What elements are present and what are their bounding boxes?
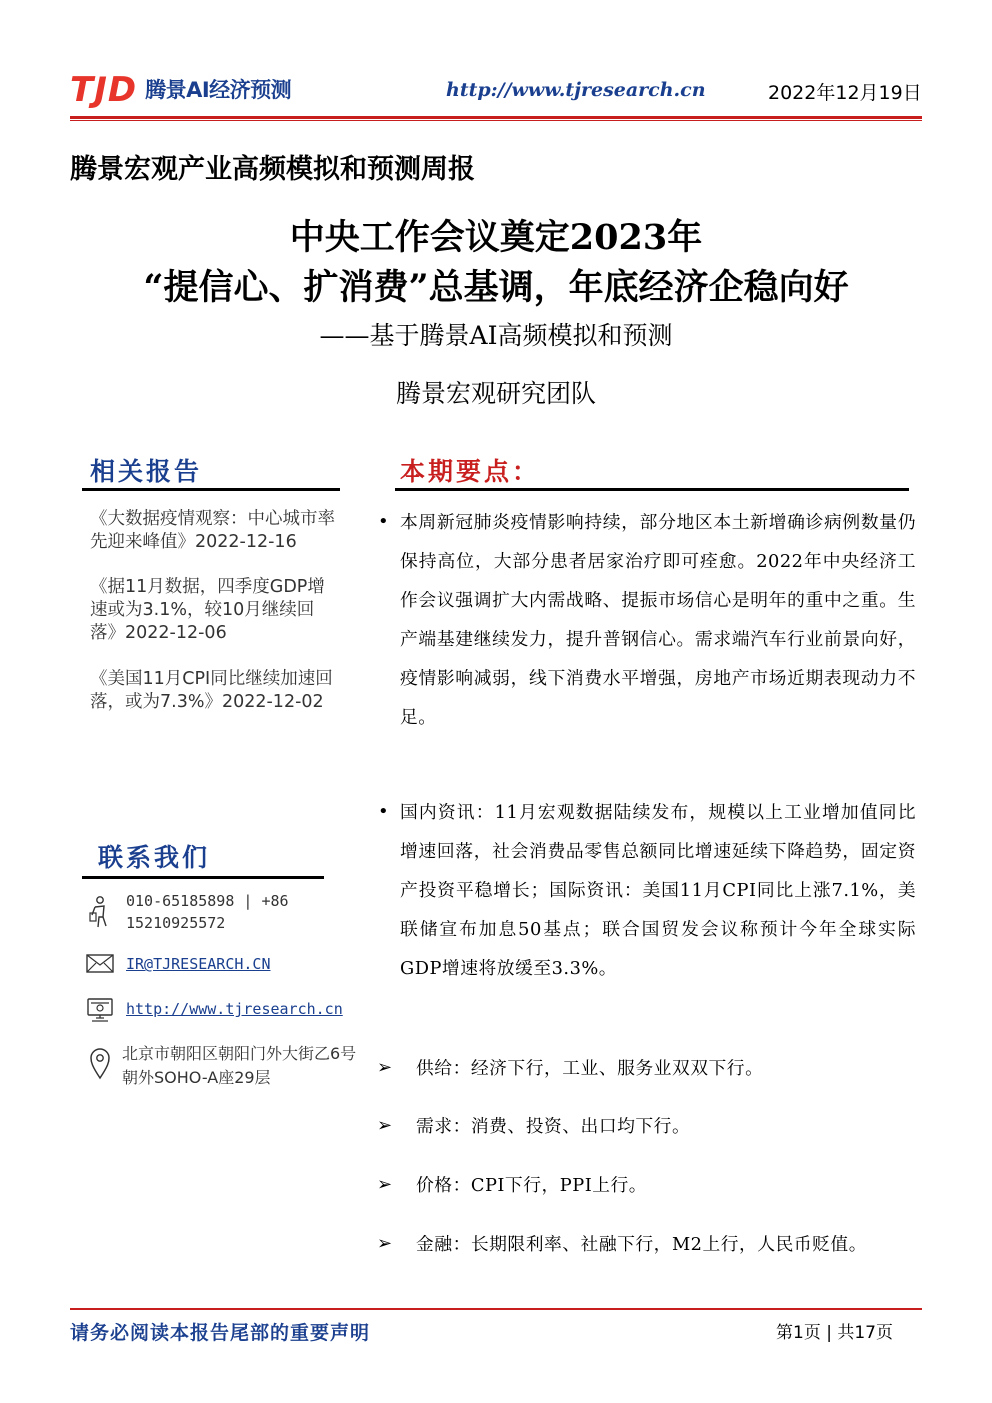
report-date: 2022年12月19日 — [768, 82, 922, 104]
footer-divider — [70, 1308, 922, 1310]
key-points-divider — [395, 488, 909, 491]
series-title: 腾景宏观产业高频模拟和预测周报 — [70, 154, 475, 185]
key-point-paragraph: 本周新冠肺炎疫情影响持续，部分地区本土新增确诊病例数量仍保持高位，大部分患者居家治疗即可痊愈。2022年中央经济工作会议强调扩大内需战略、提振市场信心是明年的重中之重。生产端基建继续发力，提升普钢信心。需求端汽车行业前景向好，疫情影响减弱，线下消费水平增强，房地产市场近期表现动力不足。 — [400, 512, 916, 728]
headline-line-1: 中央工作会议奠定2023年 — [289, 217, 703, 258]
related-report-link[interactable]: 《据11月数据，四季度GDP增速或为3.1%，较10月继续回落》2022-12-06 — [90, 577, 325, 643]
contact-heading: 联系我们 — [98, 843, 211, 872]
company-logo — [70, 70, 291, 110]
contact-phone: 010-65185898 | +86 15210925572 — [126, 892, 289, 932]
arrow-bullet-icon: ➢ — [377, 1115, 393, 1136]
author-team: 腾景宏观研究团队 — [395, 379, 596, 408]
related-reports-heading: 相关报告 — [90, 457, 203, 486]
logo-brand: 腾景AI经济预测 — [145, 78, 292, 102]
sub-point-price: 价格：CPI下行，PPI上行。 — [416, 1175, 648, 1196]
logo-mark: TJD — [70, 70, 138, 110]
location-pin-icon — [88, 1046, 114, 1072]
sub-point-supply: 供给：经济下行，工业、服务业双双下行。 — [416, 1058, 764, 1079]
contact-address: 北京市朝阳区朝阳门外大街乙6号朝外SOHO-A座29层 — [122, 1044, 357, 1087]
contact-divider — [82, 876, 324, 879]
sub-point-demand: 需求：消费、投资、出口均下行。 — [416, 1116, 691, 1137]
footer-disclaimer-note: 请务必阅读本报告尾部的重要声明 — [70, 1322, 371, 1344]
envelope-icon — [86, 953, 112, 979]
arrow-bullet-icon: ➢ — [377, 1057, 393, 1078]
bullet-marker: • — [378, 801, 389, 822]
sub-point-finance: 金融：长期限利率、社融下行，M2上行，人民币贬值。 — [416, 1234, 867, 1255]
arrow-bullet-icon: ➢ — [377, 1233, 393, 1254]
headline-line-2: “提信心、扩消费”总基调，年底经济企稳向好 — [143, 267, 849, 308]
key-point-paragraph: 国内资讯：11月宏观数据陆续发布，规模以上工业增加值同比增速回落，社会消费品零售总额同比增速延续下降趋势，固定资产投资平稳增长；国际资讯：美国11月CPI同比上涨7.1%，美联储宣布加息50基点；联合国贸发会议称预计今年全球实际GDP增速将放缓至3.3%。 — [400, 802, 916, 979]
phone-person-icon — [86, 895, 112, 921]
monitor-icon — [86, 996, 112, 1022]
key-points-heading: 本期要点： — [400, 457, 541, 486]
arrow-bullet-icon: ➢ — [377, 1174, 393, 1195]
header-url-link[interactable]: http://www.tjresearch.cn — [446, 79, 706, 101]
header-divider-thin — [70, 120, 922, 121]
header-divider — [70, 116, 922, 119]
related-reports-divider — [82, 488, 340, 491]
related-report-link[interactable]: 《大数据疫情观察：中心城市率先迎来峰值》2022-12-16 — [90, 509, 335, 552]
contact-email-link[interactable]: IR@TJRESEARCH.CN — [126, 955, 271, 973]
page-number: 第1页 | 共17页 — [776, 1323, 893, 1343]
related-report-link[interactable]: 《美国11月CPI同比继续加速回落，或为7.3%》2022-12-02 — [90, 669, 333, 712]
contact-website-link[interactable]: http://www.tjresearch.cn — [126, 1000, 343, 1018]
bullet-marker: • — [378, 511, 389, 532]
headline-subtitle: ——基于腾景AI高频模拟和预测 — [319, 321, 673, 350]
